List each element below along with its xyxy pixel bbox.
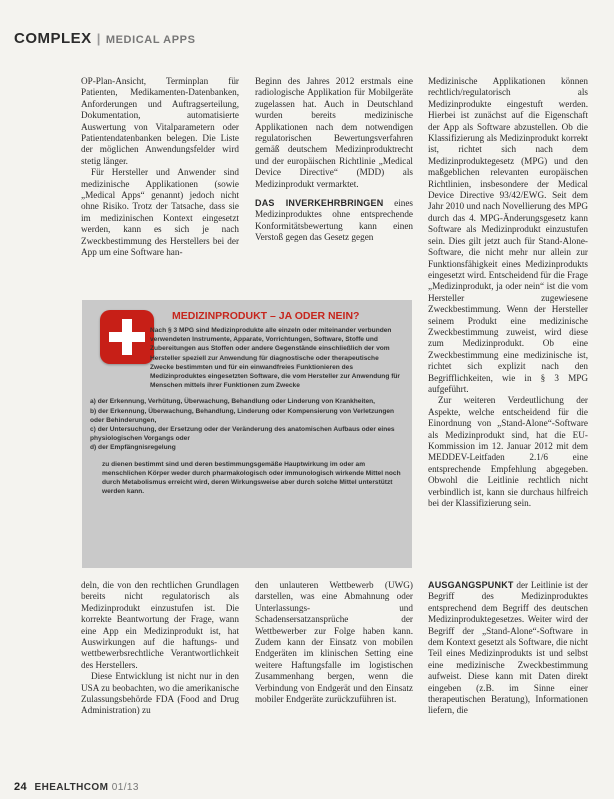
- paragraph-text: eines Medizinproduktes ohne entsprechende Konformitätsbewertung kann einen Verstoß gegen das Gesetz gegen: [255, 198, 414, 243]
- info-box-item: b) der Erkennung, Überwachung, Behandlung, Linderung oder Kompensierung von Verletzungen oder Behinderungen,: [90, 407, 395, 424]
- info-box-item: d) der Empfängnisregelung: [90, 444, 176, 452]
- info-box-intro: Nach § 3 MPG sind Medizinprodukte alle einzeln oder miteinander verbunden verwendeten Instrumente, Apparate, Vorrichtungen, Software, Stoffe und Zubereitungen aus Stoffen oder andere Gegenstände einschließlich der vom Hersteller speziell zur Anwendung für diagnostische oder therapeutische Zwecke bestimmten und für ein einwandfreies Funktionieren des Medizinproduktes eingesetzten Software, die vom Hersteller zur Anwendung für Menschen mittels ihrer Funktionen zum Zwecke: [150, 327, 400, 390]
- paragraph: Diese Entwicklung ist nicht nur in den USA zu beobachten, wo die amerikanische Zulassungsbehörde FDA (Food and Drug Administration) zu: [81, 671, 239, 716]
- info-box-body: [90, 326, 402, 496]
- paragraph: deln, die von den rechtlichen Grundlagen bereits nicht regulatorisch als Medizinprodukt einzustufen ist. Die korrekte Beantwortung der Frage, wann eine App ein Medizinprodukt ist, hat Auswirkungen auf die haftungs- und wettbewerbsrechtliche Verantwortlichkeit des Herstellers.: [81, 580, 239, 670]
- kicker: AUSGANGSPUNKT: [428, 580, 514, 590]
- magazine-name: EHEALTHCOM: [34, 782, 109, 793]
- paragraph: Beginn des Jahres 2012 erstmals eine radiologische Applikation für Mobilgeräte zugelassen hat. Auch in Deutschland wurden bereits medizinische Applikationen nach dem notwendigen regulatorischen Bewertungsverfahren gemäß deutschem Medizinproduktrecht und der europäischen Richtlinie „Medical Device Directive“ (MDD) als Medizinprodukt vermarktet.: [255, 76, 413, 189]
- info-box-tail: zu dienen bestimmt sind und deren bestimmungsgemäße Hauptwirkung im oder am menschlichen Körper weder durch pharmakologisch oder immunologisch wirkende Mittel noch durch Metabolismus erreicht wird, deren Wirkungsweise aber durch solche Mittel unterstützt werden kann.: [102, 460, 401, 496]
- kicker: DAS INVERKEHRBRINGEN: [255, 198, 384, 209]
- column-2-bottom: [255, 580, 413, 705]
- paragraph: Zur weiteren Verdeutlichung der Aspekte, welche entscheidend für die Einordnung von „Stand-Alone“-Software als Medizinprodukt sind, hat die EU-Kommission im 12. Januar 2012 mit dem MEDDEV-Leitfaden 2.1/6 eine entsprechende Empfehlung abgegeben. Obwohl die Leitlinie rechtlich nicht verbindlich ist, kann sie durchaus hilfreich bei der Klassifizierung sein.: [428, 395, 588, 509]
- subsection-title: MEDICAL APPS: [105, 34, 196, 46]
- paragraph: Für Hersteller und Anwender sind medizinische Applikationen (sowie „Medical Apps“ genannt) jedoch nicht ohne Risiko. Trotz der Tatsache, dass sie im medizinischen Kontext eingesetzt werden, kann es sich je nach Zweckbestimmung des Herstellers bei der App um eine Software han-: [81, 167, 239, 258]
- info-box: [82, 300, 412, 568]
- paragraph: OP-Plan-Ansicht, Terminplan für Patienten, Medikamenten-Datenbanken, Anforderungen und Auftragserteilung, Dokumentation, automatisierte Auswertung von Vitalparametern oder Patientendatenbanken belegen. Die Liste der möglichen Anwendungsfelder wird stetig länger.: [81, 76, 239, 166]
- paragraph: [255, 198, 413, 244]
- column-3-top: [428, 76, 588, 576]
- paragraph-text: der Leitlinie ist der Begriff des Medizinproduktes entsprechend dem Begriff des deutschen Medizinproduktegesetzes. Weiter wird der Begriff der „Stand-Alone“-Software in dem Kontext gesetzt als Software, die nicht Teil eines Medizinprodukts ist und selbst eine medizinische Zweckbestimmung aufweist. Diese kann mit Daten direkt eingeben (z.B. im Sinne einer therapeutischen Beratung), Informationen liefern, die: [428, 580, 588, 716]
- page-footer: [14, 781, 139, 793]
- issue-number: 01/13: [111, 782, 139, 793]
- info-box-item: a) der Erkennung, Verhütung, Überwachung, Behandlung oder Linderung von Krankheiten,: [90, 398, 376, 406]
- section-title: COMPLEX: [14, 30, 92, 47]
- page-number: 24: [14, 781, 28, 793]
- header-separator: |: [96, 31, 101, 46]
- paragraph: [428, 580, 588, 717]
- paragraph: den unlauteren Wettbewerb (UWG) darstellen, was eine Abmahnung oder Unterlassungs- und Schadensersatzansprüche der Wettbewerber zur Folge haben kann. Zudem kann der Einsatz von mobilen Endgeräten im klinischen Setting eine weitere Haftungsfalle im logistischen Zusammenhang bergen, wenn die Verbindung von Endgerät und den Einsatz mobiler Endgeräte zurückzuführen ist.: [255, 580, 413, 705]
- info-box-item: c) der Untersuchung, der Ersetzung oder der Veränderung des anatomischen Aufbaus oder eines physiologischen Vorgangs oder: [90, 426, 395, 443]
- column-2-top: [255, 76, 413, 244]
- info-box-title: MEDIZINPRODUKT – JA ODER NEIN?: [172, 310, 360, 322]
- paragraph: Medizinische Applikationen können rechtlich/regulatorisch als Medizinprodukte eingestuft werden. Hierbei ist zunächst auf die Eigenschaft der App als Software abzustellen. Ob die Klassifizierung als Medizinprodukt korrekt ist, richtet sich nach dem Medizinproduktegesetz (MPG) und den maßgeblichen relevanten europäischen Richtlinien, insbesondere der Medical Device Directive 93/42/EWG. Seit dem Jahr 2010 und nach Novellierung des MPG durch das 4. MPG-Änderungsgesetz kann Software als Medizinprodukt einzustufen sein. Dies gilt jetzt auch für Stand-Alone-Software, die nicht mehr nur allein zur Funktionsfähigkeit eines Medizinprodukts eingesetzt wird. Entscheidend für die Frage „Medizinprodukt, ja oder nein“ ist die vom Hersteller zugewiesene Zweckbestimmung. Wenn der Hersteller seinem Produkt eine medizinische Zweckbestimmung zuweist, wird diese zum Medizinprodukt. Ob eine Zweckbestimmung eine medizinische ist, richtet sich explizit nach den Begrifflichkeiten, wie in § 3 MPG aufgeführt.: [428, 76, 588, 394]
- page-header: [14, 30, 196, 48]
- column-1-top: [81, 76, 239, 259]
- column-3-bottom: [428, 580, 588, 717]
- column-1-bottom: [81, 580, 239, 717]
